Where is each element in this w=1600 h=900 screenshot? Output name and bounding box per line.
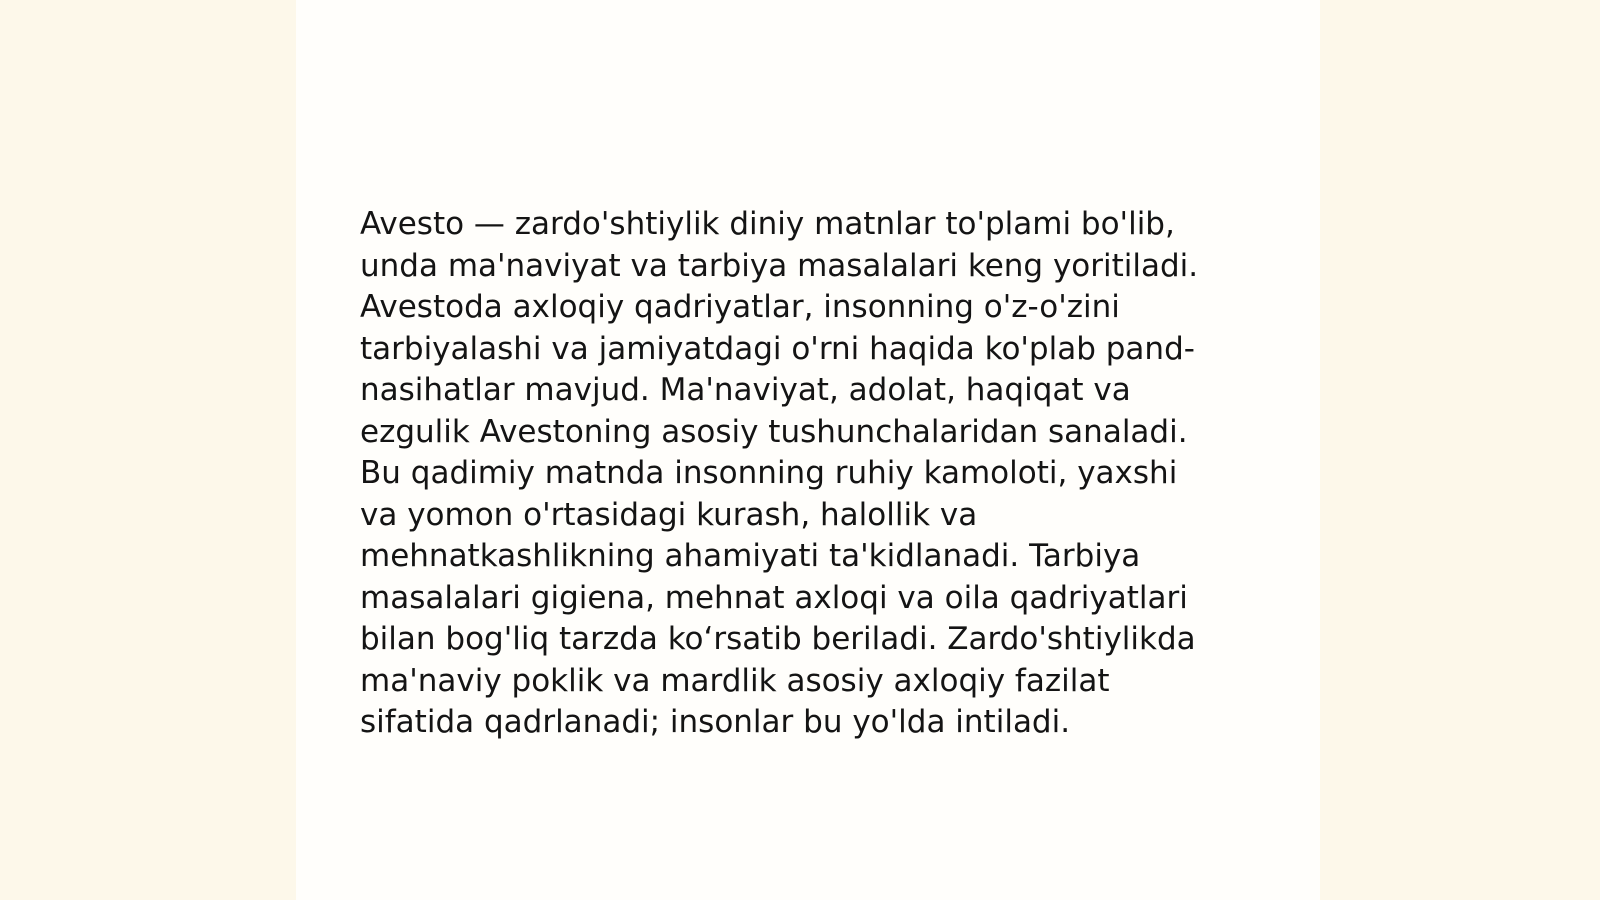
paragraph-line: Bu qadimiy matnda insonning ruhiy kamoloti, yaxshi [360,455,1178,491]
paragraph-line: sifatida qadrlanadi; insonlar bu yo'lda intiladi. [360,704,1071,740]
paragraph-line: va yomon o'rtasidagi kurash, halollik va [360,496,978,533]
paragraph-line: unda ma'naviyat va tarbiya masalalari keng yoritiladi. [360,247,1199,284]
paragraph-line: tarbiyalashi va jamiyatdagi o'rni haqida ko'plab pand- [360,330,1195,367]
paragraph-line: masalalari gigiena, mehnat axloqi va oila qadriyatlari [360,579,1188,616]
paragraph-line: Avestoda axloqiy qadriyatlar, insonning o'z-o'zini [360,289,1120,325]
paragraph-line: ezgulik Avestoning asosiy tushunchalaridan sanaladi. [360,413,1188,450]
paragraph-line: ma'naviy poklik va mardlik asosiy axloqiy fazilat [360,662,1110,699]
body-paragraph [360,204,1240,744]
paragraph-line: nasihatlar mavjud. Ma'naviyat, adolat, haqiqat va [360,372,1131,408]
paragraph-line: bilan bog'liq tarzda ko‘rsatib beriladi. Zardo'shtiylikda [360,621,1196,657]
document-page [296,0,1320,900]
paragraph-line: Avesto — zardo'shtiylik diniy matnlar to'plami bo'lib, [360,206,1175,242]
paragraph-line: mehnatkashlikning ahamiyati ta'kidlanadi. Tarbiya [360,538,1141,574]
